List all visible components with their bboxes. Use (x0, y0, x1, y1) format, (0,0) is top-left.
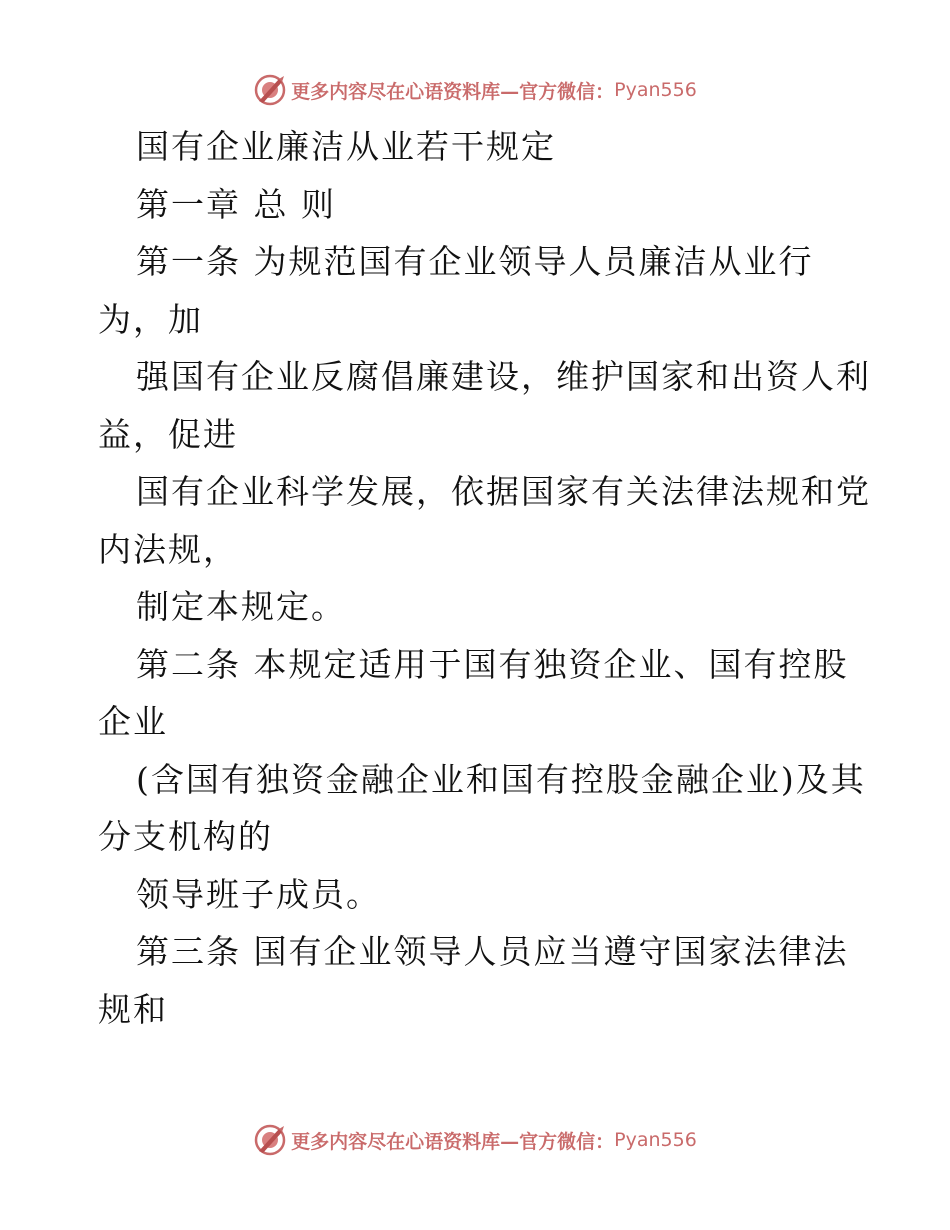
text-line: 领导班子成员。 (136, 874, 381, 914)
text-line: 强国有企业反腐倡廉建设，维护国家和出资人利 (136, 357, 871, 396)
text-line: 内法规， (98, 529, 238, 569)
text-line: 第一条 为规范国有企业领导人员廉洁从业行 (136, 242, 814, 281)
chapter-heading: 第一章 总 则 (136, 184, 336, 224)
text-line: 规和 (98, 989, 168, 1029)
text-line: 第三条 国有企业领导人员应当遵守国家法律法 (136, 932, 849, 971)
text-line: (含国有独资金融企业和国有控股金融企业)及其 (136, 759, 866, 799)
text-line: 益，促进 (98, 414, 238, 454)
text-line: 企业 (98, 702, 168, 741)
quill-seal-icon (253, 1123, 287, 1157)
watermark-wechat-id: Pyan556 (614, 1129, 697, 1151)
text-line: 为，加 (98, 299, 203, 339)
document-title: 国有企业廉洁从业若干规定 (136, 127, 556, 166)
text-line: 第二条 本规定适用于国有独资企业、国有控股 (136, 644, 849, 684)
footer-watermark (0, 1120, 950, 1160)
text-line: 制定本规定。 (136, 587, 346, 626)
quill-seal-icon (253, 73, 287, 107)
text-line: 国有企业科学发展，依据国家有关法律法规和党 (136, 472, 871, 511)
watermark-text: 更多内容尽在心语资料库—官方微信： (291, 1130, 615, 1153)
watermark-wechat-id: Pyan556 (614, 79, 697, 101)
watermark-text: 更多内容尽在心语资料库—官方微信： (291, 80, 615, 103)
document-body (98, 118, 871, 1038)
header-watermark (0, 70, 950, 110)
text-line: 分支机构的 (98, 817, 273, 856)
